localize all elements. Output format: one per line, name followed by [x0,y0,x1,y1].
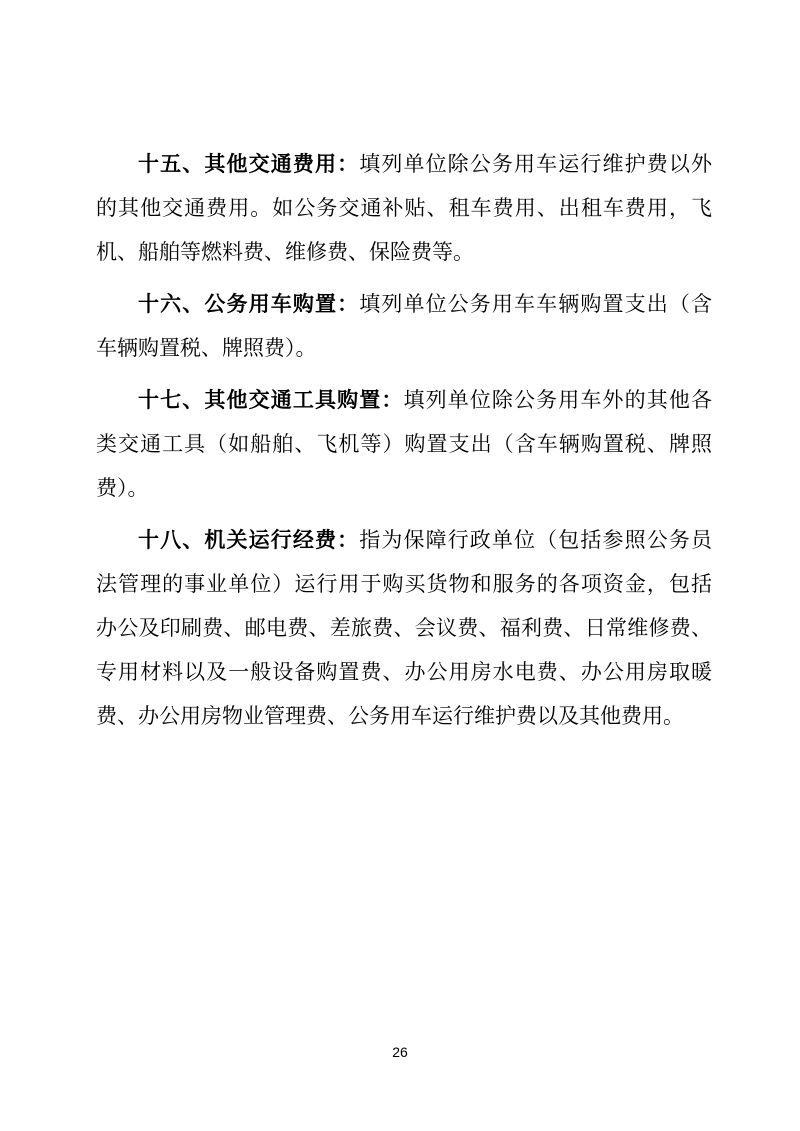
definition-text: 指为保障行政单位（包括参照公务员 [359,528,713,552]
paragraph-other-vehicle-purchase [96,378,712,510]
paragraph-line [96,282,712,326]
definition-text: 填列单位公务用车车辆购置支出（含 [359,292,713,316]
paragraph-line: 费）。 [96,476,149,500]
paragraph-line [96,378,712,422]
paragraph-line [96,518,712,562]
term-heading: 十七、其他交通工具购置： [138,388,404,412]
paragraph-line: 车辆购置税、牌照费）。 [96,336,317,360]
paragraph-official-vehicle-purchase [96,282,712,370]
paragraph-line: 的其他交通费用。如公务交通补贴、租车费用、出租车费用，飞 [96,196,712,220]
paragraph-line: 机、船舶等燃料费、维修费、保险费等。 [96,240,474,264]
definition-text: 填列单位除公务用车运行维护费以外 [359,152,713,176]
page-number: 26 [392,1044,408,1060]
paragraph-other-transport-costs [96,142,712,274]
document-body [96,142,712,746]
paragraph-agency-operating-costs [96,518,712,738]
definition-text: 填列单位除公务用车外的其他各 [403,388,713,412]
term-heading: 十五、其他交通费用： [138,152,360,176]
paragraph-line: 类交通工具（如船舶、飞机等）购置支出（含车辆购置税、牌照 [96,432,712,456]
paragraph-line: 法管理的事业单位）运行用于购买货物和服务的各项资金，包括 [96,572,712,596]
paragraph-line: 费、办公用房物业管理费、公务用车运行维护费以及其他费用。 [96,704,684,728]
paragraph-line: 办公及印刷费、邮电费、差旅费、会议费、福利费、日常维修费、 [96,616,712,640]
term-heading: 十八、机关运行经费： [138,528,360,552]
paragraph-line [96,142,712,186]
term-heading: 十六、公务用车购置： [138,292,360,316]
paragraph-line: 专用材料以及一般设备购置费、办公用房水电费、办公用房取暖 [96,660,712,684]
